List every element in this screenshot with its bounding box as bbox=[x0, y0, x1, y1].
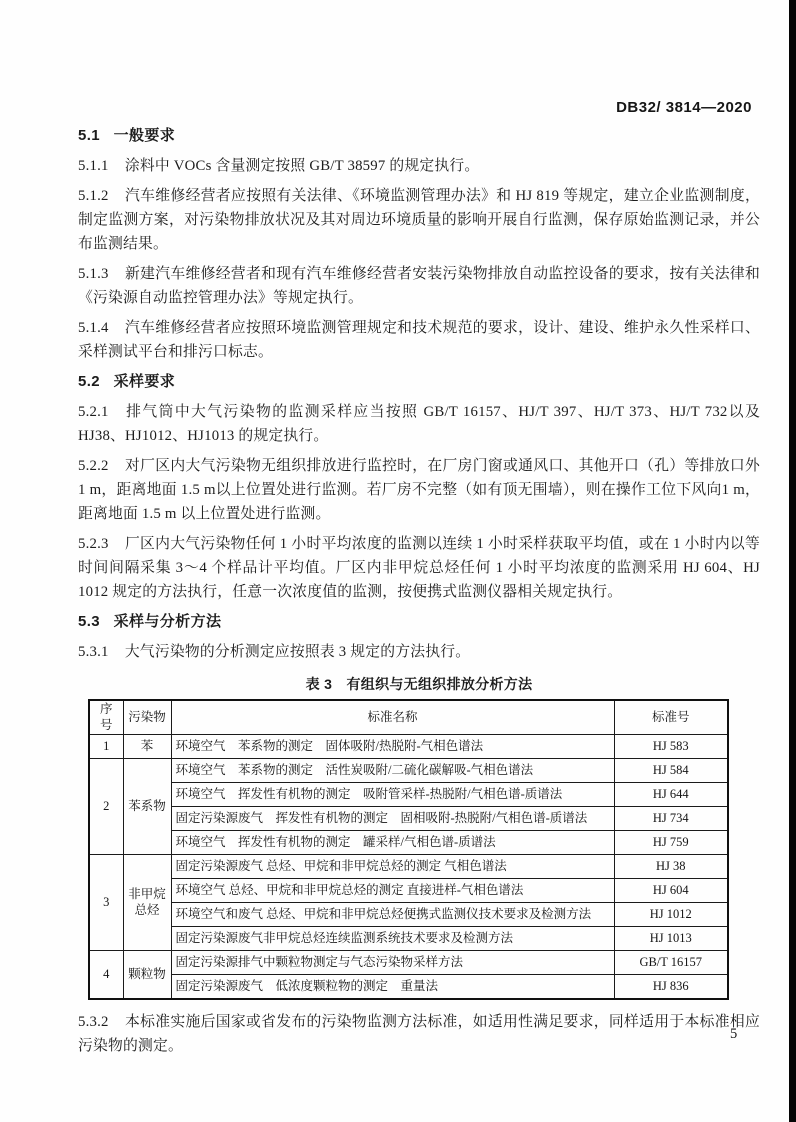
table-row bbox=[89, 951, 728, 975]
analysis-methods-table bbox=[88, 699, 729, 1000]
clause-number: 5.1.2 bbox=[78, 188, 109, 204]
section-title: 采样要求 bbox=[113, 373, 176, 390]
seq-cell: 1 bbox=[89, 735, 123, 759]
table-row bbox=[89, 927, 728, 951]
section-number: 5.3 bbox=[78, 613, 101, 630]
table-caption: 表 3 有组织与无组织排放分析方法 bbox=[305, 676, 533, 692]
clause-text: 汽车维修经营者应按照环境监测管理规定和技术规范的要求，设计、建设、维护永久性采样口、采样测试平台和排污口标志。 bbox=[78, 320, 760, 360]
table-row bbox=[89, 879, 728, 903]
seq-cell: 4 bbox=[89, 951, 123, 1000]
pollutant-cell: 颗粒物 bbox=[123, 951, 171, 1000]
standard-code-cell: GB/T 16157 bbox=[614, 951, 728, 975]
standard-name-cell: 固定污染源废气 总烃、甲烷和非甲烷总烃的测定 气相色谱法 bbox=[171, 855, 614, 879]
clause-5-1-2 bbox=[78, 184, 760, 256]
pollutant-cell: 苯 bbox=[123, 735, 171, 759]
standard-name-cell: 固定污染源废气非甲烷总烃连续监测系统技术要求及检测方法 bbox=[171, 927, 614, 951]
clause-text: 汽车维修经营者应按照有关法律、《环境监测管理办法》和 HJ 819 等规定，建立企业监测制度，制定监测方案，对污染物排放状况及其对周边环境质量的影响开展自行监测，保存原始监测记录，并公布监测结果。 bbox=[78, 188, 760, 252]
header-pollutant: 污染物 bbox=[123, 700, 171, 735]
clause-number: 5.1.4 bbox=[78, 320, 109, 336]
clause-text: 涂料中 VOCs 含量测定按照 GB/T 38597 的规定执行。 bbox=[124, 158, 480, 174]
standard-name-cell: 环境空气 苯系物的测定 活性炭吸附/二硫化碳解吸-气相色谱法 bbox=[171, 759, 614, 783]
standard-name-cell: 固定污染源排气中颗粒物测定与气态污染物采样方法 bbox=[171, 951, 614, 975]
clause-5-2-2 bbox=[78, 454, 760, 526]
clause-text: 新建汽车维修经营者和现有汽车维修经营者安装污染物排放自动监控设备的要求，按有关法律和《污染源自动监控管理办法》等规定执行。 bbox=[78, 266, 760, 306]
standard-code-cell: HJ 604 bbox=[614, 879, 728, 903]
clause-number: 5.1.3 bbox=[78, 266, 109, 282]
clause-text: 对厂区内大气污染物无组织排放进行监控时，在厂房门窗或通风口、其他开口（孔）等排放口外 1 m，距离地面 1.5 m以上位置处进行监测。若厂房不完整（如有顶无围墙），则在操作工位下风向1 m，距离地面 1.5 m 以上位置处进行监测。 bbox=[78, 458, 760, 522]
table-row bbox=[89, 903, 728, 927]
clause-5-2-3 bbox=[78, 532, 760, 604]
standard-code-cell: HJ 584 bbox=[614, 759, 728, 783]
standard-code-cell: HJ 1013 bbox=[614, 927, 728, 951]
header-standard-code: 标准号 bbox=[614, 700, 728, 735]
clause-5-1-1 bbox=[78, 154, 760, 178]
standard-code-cell: HJ 1012 bbox=[614, 903, 728, 927]
document-body bbox=[78, 124, 760, 1058]
page-number: 5 bbox=[730, 1026, 738, 1042]
clause-text: 排气筒中大气污染物的监测采样应当按照 GB/T 16157、HJ/T 397、HJ/T 373、HJ/T 732以及 HJ38、HJ1012、HJ1013 的规定执行。 bbox=[78, 404, 760, 444]
clause-number: 5.1.1 bbox=[78, 158, 109, 174]
standard-name-cell: 环境空气 总烃、甲烷和非甲烷总烃的测定 直接进样-气相色谱法 bbox=[171, 879, 614, 903]
header-seq: 序号 bbox=[89, 700, 123, 735]
clause-5-1-3 bbox=[78, 262, 760, 310]
standard-code: DB32/ 3814—2020 bbox=[616, 99, 752, 116]
table-row bbox=[89, 807, 728, 831]
clause-number: 5.2.3 bbox=[78, 536, 109, 552]
clause-number: 5.3.2 bbox=[78, 1014, 109, 1031]
section-heading-5-2 bbox=[78, 370, 760, 394]
section-number: 5.1 bbox=[78, 127, 101, 144]
standard-code-cell: HJ 644 bbox=[614, 783, 728, 807]
clause-text: 大气污染物的分析测定应按照表 3 规定的方法执行。 bbox=[124, 644, 471, 660]
standard-code-cell: HJ 734 bbox=[614, 807, 728, 831]
standard-name-cell: 环境空气 挥发性有机物的测定 吸附管采样-热脱附/气相色谱-质谱法 bbox=[171, 783, 614, 807]
standard-code-cell: HJ 583 bbox=[614, 735, 728, 759]
seq-cell: 3 bbox=[89, 855, 123, 951]
scan-edge-artifact bbox=[789, 0, 796, 1122]
pollutant-cell: 苯系物 bbox=[123, 759, 171, 855]
section-title: 采样与分析方法 bbox=[113, 613, 222, 630]
table-row bbox=[89, 975, 728, 1000]
header-standard-name: 标准名称 bbox=[171, 700, 614, 735]
clause-5-3-1 bbox=[78, 640, 760, 664]
standard-name-cell: 环境空气和废气 总烃、甲烷和非甲烷总烃便携式监测仪技术要求及检测方法 bbox=[171, 903, 614, 927]
standard-code-cell: HJ 759 bbox=[614, 831, 728, 855]
section-number: 5.2 bbox=[78, 373, 101, 390]
table-row bbox=[89, 783, 728, 807]
standard-code-cell: HJ 836 bbox=[614, 975, 728, 1000]
clause-5-1-4 bbox=[78, 316, 760, 364]
section-heading-5-1 bbox=[78, 124, 760, 148]
table-header-row bbox=[89, 700, 728, 735]
standard-name-cell: 环境空气 挥发性有机物的测定 罐采样/气相色谱-质谱法 bbox=[171, 831, 614, 855]
seq-cell: 2 bbox=[89, 759, 123, 855]
section-title: 一般要求 bbox=[113, 127, 176, 144]
clause-text: 本标准实施后国家或省发布的污染物监测方法标准，如适用性满足要求，同样适用于本标准相应污染物的测定。 bbox=[78, 1014, 760, 1055]
section-heading-5-3 bbox=[78, 610, 760, 634]
table-row bbox=[89, 831, 728, 855]
table-row bbox=[89, 855, 728, 879]
standard-name-cell: 环境空气 苯系物的测定 固体吸附/热脱附-气相色谱法 bbox=[171, 735, 614, 759]
table-row bbox=[89, 759, 728, 783]
clause-text: 厂区内大气污染物任何 1 小时平均浓度的监测以连续 1 小时采样获取平均值，或在 1 小时内以等时间间隔采集 3～4 个样品计平均值。厂区内非甲烷总烃任何 1 小时平均浓度的监测采用 HJ 604、HJ 1012 规定的方法执行，任意一次浓度值的监测，按便携式监测仪器相关规定执行。 bbox=[78, 536, 760, 600]
clause-5-3-2 bbox=[78, 1010, 760, 1058]
table-row bbox=[89, 735, 728, 759]
standard-name-cell: 固定污染源废气 低浓度颗粒物的测定 重量法 bbox=[171, 975, 614, 1000]
clause-5-2-1 bbox=[78, 400, 760, 448]
clause-number: 5.2.2 bbox=[78, 458, 109, 474]
standard-code-cell: HJ 38 bbox=[614, 855, 728, 879]
clause-number: 5.3.1 bbox=[78, 644, 109, 660]
pollutant-cell: 非甲烷总烃 bbox=[123, 855, 171, 951]
clause-number: 5.2.1 bbox=[78, 404, 109, 420]
standard-name-cell: 固定污染源废气 挥发性有机物的测定 固相吸附-热脱附/气相色谱-质谱法 bbox=[171, 807, 614, 831]
